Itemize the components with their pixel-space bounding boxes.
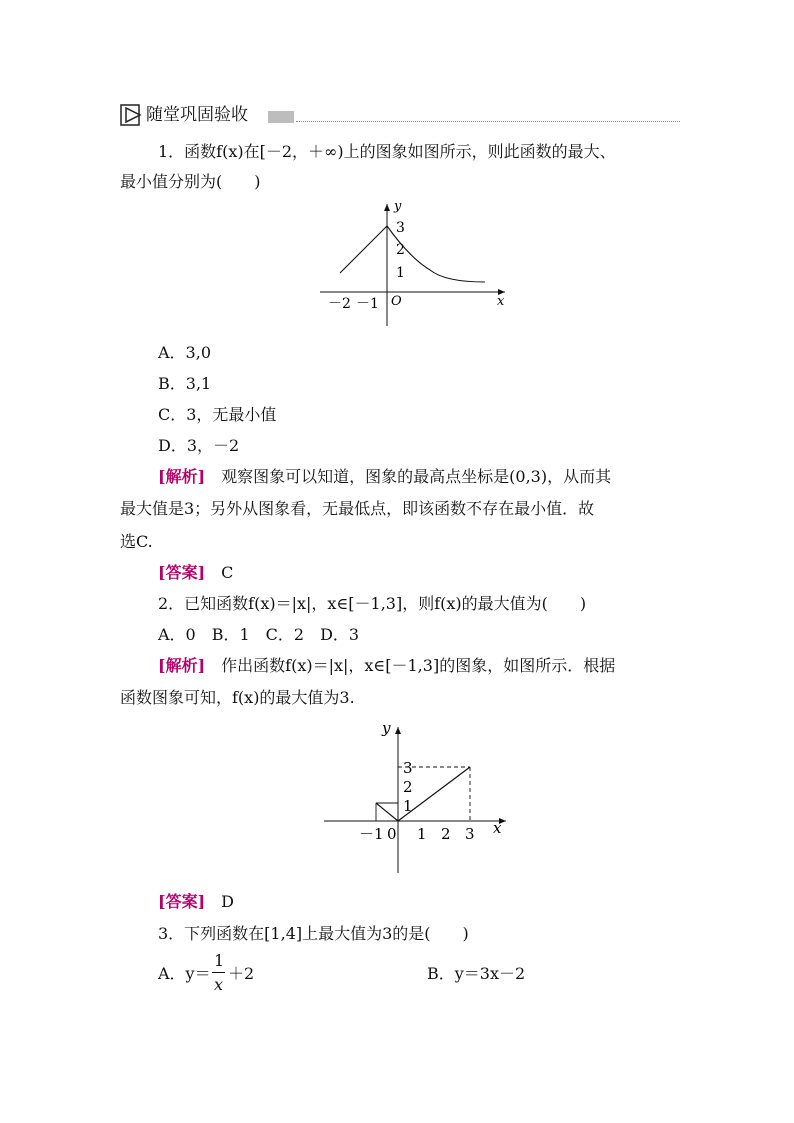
q3-option-a-denominator: x <box>214 975 224 994</box>
q2-x-label: x <box>493 819 502 837</box>
q1-answer: C <box>205 563 234 582</box>
q1-y-arrow-icon <box>384 204 390 211</box>
q1-answer-tag: [答案] <box>158 563 206 582</box>
q3-option-a-prefix: A．y＝ <box>158 964 211 983</box>
q2-y-label: y <box>382 719 391 737</box>
q2-y-tick-1: 1 <box>403 797 413 815</box>
q3-option-b: B．y＝3x－2 <box>427 964 526 983</box>
q1-y-tick-2: 2 <box>396 242 405 258</box>
q2-x-tick-2: 2 <box>441 825 451 843</box>
section-header <box>120 104 680 126</box>
q1-option-a: A．3,0 <box>158 343 212 362</box>
section-bar <box>268 111 294 123</box>
q1-option-d: D．3，－2 <box>158 436 240 455</box>
q1-y-tick-1: 1 <box>396 265 405 281</box>
q1-stem-line1: 1．函数f(x)在[－2，＋∞)上的图象如图所示，则此函数的最大、 <box>158 142 616 161</box>
q1-graph <box>310 198 510 328</box>
q1-analysis-text1: 观察图象可以知道，图象的最高点坐标是(0,3)，从而其 <box>205 467 612 486</box>
q1-x-label: x <box>497 294 505 309</box>
q2-answer: D <box>205 892 234 911</box>
q2-origin-label: 0 <box>387 825 397 843</box>
q1-analysis-line3: 选C. <box>120 532 153 551</box>
q2-y-arrow-icon <box>395 727 401 734</box>
q1-analysis-line2: 最大值是3；另外从图象看，无最低点，即该函数不存在最小值．故 <box>120 499 595 518</box>
q1-curve <box>340 226 485 282</box>
q2-graph <box>318 715 518 875</box>
q1-y-label: y <box>394 199 402 214</box>
q2-x-tick-1: 1 <box>417 825 427 843</box>
section-title: 随堂巩固验收 <box>146 105 248 125</box>
q1-y-tick-3: 3 <box>396 220 405 236</box>
q2-answer-line <box>158 892 234 912</box>
q1-x-tick-neg1: －1 <box>356 296 379 312</box>
q2-analysis-line1 <box>158 656 615 676</box>
q2-y-tick-2: 2 <box>403 778 413 796</box>
q3-option-a-fraction-bar <box>212 972 225 973</box>
q2-options: A．0 B．1 C．2 D．3 <box>158 625 360 644</box>
q1-analysis-line1 <box>158 467 611 487</box>
q1-option-c: C．3，无最小值 <box>158 405 277 424</box>
q1-option-b: B．3,1 <box>158 374 212 393</box>
q2-analysis-text1: 作出函数f(x)＝|x|，x∈[－1,3]的图象，如图所示．根据 <box>205 656 616 675</box>
q2-stem: 2．已知函数f(x)＝|x|，x∈[－1,3]，则f(x)的最大值为( ) <box>158 594 587 613</box>
q2-graph-line <box>376 767 470 821</box>
q2-x-tick-3: 3 <box>465 825 475 843</box>
q2-answer-tag: [答案] <box>158 892 206 911</box>
q2-y-tick-3: 3 <box>403 759 413 777</box>
q2-analysis-line2: 函数图象可知，f(x)的最大值为3. <box>120 688 355 707</box>
q1-x-tick-neg2: －2 <box>328 296 351 312</box>
q2-x-tick-neg1: －1 <box>359 825 384 843</box>
q2-analysis-tag: [解析] <box>158 656 206 675</box>
play-triangle-icon <box>120 104 144 126</box>
q1-origin-label: O <box>391 294 402 309</box>
q3-option-a-suffix: ＋2 <box>228 964 255 983</box>
q1-stem-line2: 最小值分别为( ) <box>120 172 261 191</box>
q1-answer-line <box>158 563 233 583</box>
q1-analysis-tag: [解析] <box>158 467 206 486</box>
section-dotted-rule <box>296 121 680 122</box>
q3-stem: 3．下列函数在[1,4]上最大值为3的是( ) <box>158 924 469 943</box>
q3-option-a-numerator: 1 <box>214 951 225 970</box>
